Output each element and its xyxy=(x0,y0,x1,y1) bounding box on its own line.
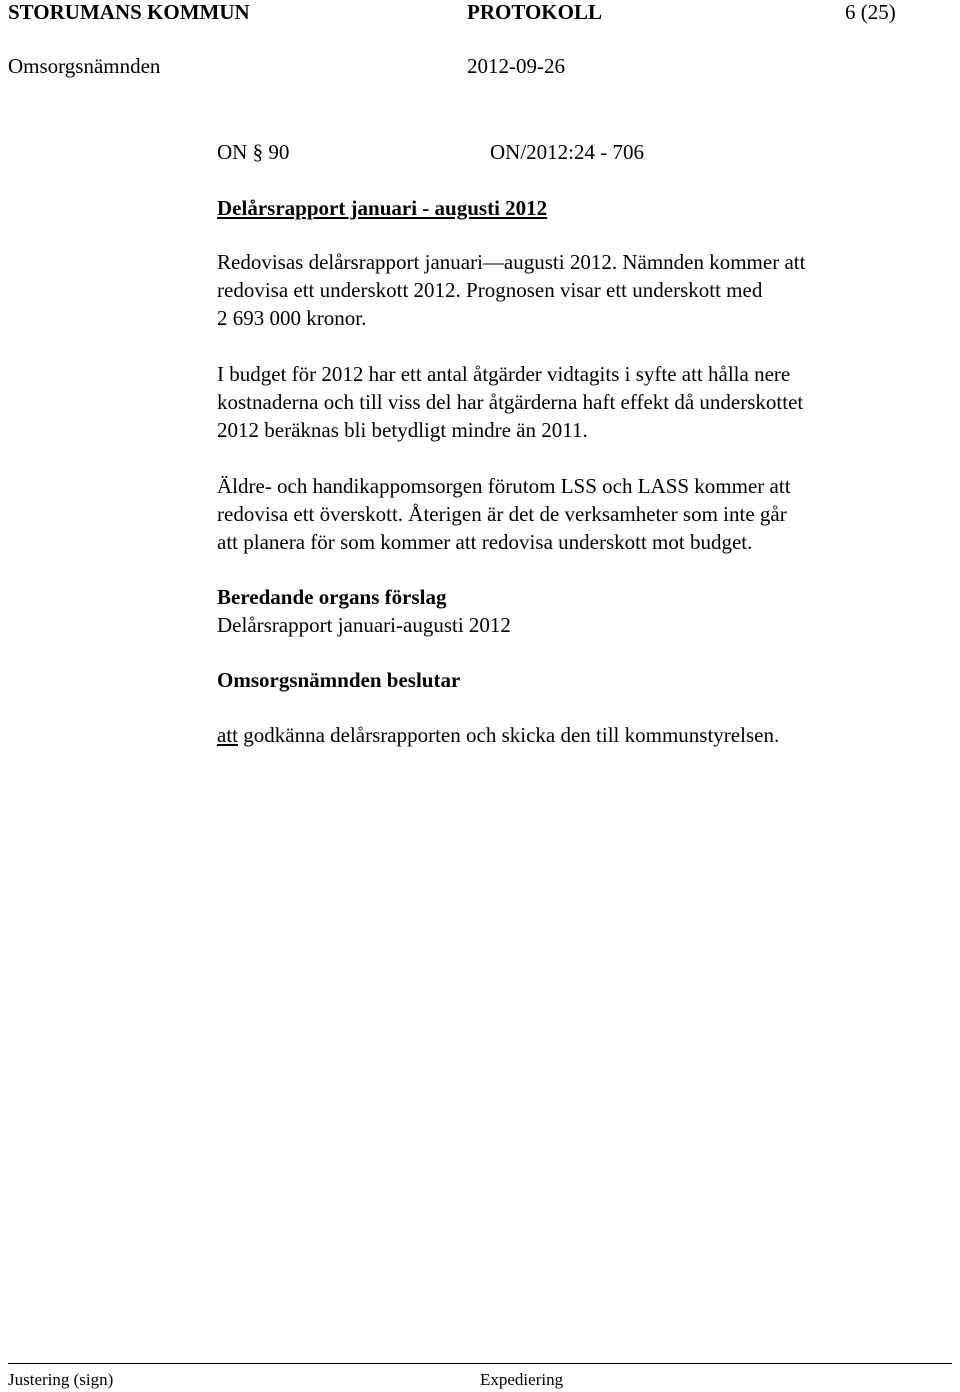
decision-att: att xyxy=(217,723,238,747)
proposal-text: Delårsrapport januari-augusti 2012 xyxy=(217,613,511,637)
footer-justering: Justering (sign) xyxy=(8,1370,114,1389)
paragraph-line: redovisa ett överskott. Återigen är det de verksamheter som inte går xyxy=(217,502,787,526)
footer-divider xyxy=(8,1363,952,1364)
paragraph-line: att planera för som kommer att redovisa underskott mot budget. xyxy=(217,530,753,554)
item-number: ON § 90 xyxy=(217,140,290,164)
meeting-date: 2012-09-26 xyxy=(467,54,565,78)
document-type: PROTOKOLL xyxy=(467,0,602,24)
board-name: Omsorgsnämnden xyxy=(8,54,161,78)
proposal-heading: Beredande organs förslag xyxy=(217,585,447,609)
paragraph-elderly-care xyxy=(217,472,917,556)
paragraph-line: Äldre- och handikappomsorgen förutom LSS och LASS kommer att xyxy=(217,474,791,498)
footer-expediering: Expediering xyxy=(480,1370,564,1389)
municipality-name: STORUMANS KOMMUN xyxy=(8,0,250,24)
item-title: Delårsrapport januari - augusti 2012 xyxy=(217,196,548,220)
paragraph-line: kostnaderna och till viss del har åtgärderna haft effekt då underskottet xyxy=(217,390,804,414)
decision-text: godkänna delårsrapporten och skicka den till kommunstyrelsen. xyxy=(238,723,780,747)
paragraph-line: 2012 beräknas bli betydligt mindre än 2011. xyxy=(217,418,588,442)
paragraph-summary xyxy=(217,248,917,332)
paragraph-budget xyxy=(217,360,917,444)
paragraph-line: redovisa ett underskott 2012. Prognosen visar ett underskott med xyxy=(217,278,763,302)
decision-heading: Omsorgsnämnden beslutar xyxy=(217,668,461,692)
case-reference: ON/2012:24 - 706 xyxy=(490,140,644,164)
paragraph-line: I budget för 2012 har ett antal åtgärder vidtagits i syfte att hålla nere xyxy=(217,362,791,386)
page-number: 6 (25) xyxy=(845,0,896,24)
decision-line xyxy=(217,721,779,749)
paragraph-line: Redovisas delårsrapport januari—augusti 2012. Nämnden kommer att xyxy=(217,250,806,274)
paragraph-line: 2 693 000 kronor. xyxy=(217,306,367,330)
